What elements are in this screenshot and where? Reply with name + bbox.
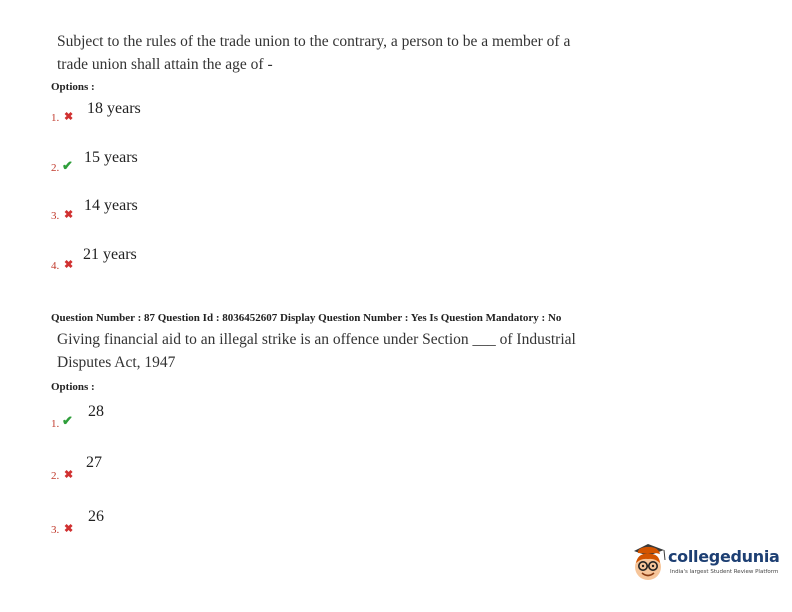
options-label: Options : xyxy=(51,381,95,393)
option-number: 2. xyxy=(51,162,60,174)
brand-tagline: India's largest Student Review Platform xyxy=(670,569,779,575)
question-line: Giving financial aid to an illegal strike is an offence under Section ___ of Industrial xyxy=(57,331,576,348)
option-3 xyxy=(51,508,251,538)
option-number: 4. xyxy=(51,260,60,272)
option-value: 28 xyxy=(88,403,104,420)
option-value: 26 xyxy=(88,508,104,525)
option-value: 18 years xyxy=(87,100,141,117)
option-number: 2. xyxy=(51,470,60,482)
option-2 xyxy=(51,149,251,179)
option-value: 21 years xyxy=(83,246,137,263)
option-number: 3. xyxy=(51,210,60,222)
question-line: trade union shall attain the age of - xyxy=(57,56,273,73)
question-text xyxy=(57,328,642,374)
check-icon: ✔ xyxy=(62,413,73,428)
option-number: 3. xyxy=(51,524,60,536)
question-meta: Question Number : 87 Question Id : 8036452607 Display Question Number : Yes Is Question Mandatory : No xyxy=(51,312,562,324)
option-4 xyxy=(51,246,251,276)
question-text xyxy=(57,30,642,76)
cross-icon: ✖ xyxy=(64,209,74,221)
options-label: Options : xyxy=(51,81,95,93)
option-value: 27 xyxy=(86,454,102,471)
cross-icon: ✖ xyxy=(64,523,74,535)
option-3 xyxy=(51,197,251,227)
question-line: Disputes Act, 1947 xyxy=(57,354,176,371)
cross-icon: ✖ xyxy=(64,469,74,481)
option-1 xyxy=(51,403,251,433)
option-1 xyxy=(51,100,251,130)
option-value: 15 years xyxy=(84,149,138,166)
mascot-icon xyxy=(628,541,668,587)
question-line: Subject to the rules of the trade union to the contrary, a person to be a member of a xyxy=(57,33,571,50)
cross-icon: ✖ xyxy=(64,259,74,271)
cross-icon: ✖ xyxy=(64,111,74,123)
brand-name: collegedunia xyxy=(668,547,780,566)
option-number: 1. xyxy=(51,418,60,430)
collegedunia-logo xyxy=(628,541,778,591)
option-2 xyxy=(51,454,251,484)
option-value: 14 years xyxy=(84,197,138,214)
check-icon: ✔ xyxy=(62,158,73,173)
option-number: 1. xyxy=(51,112,60,124)
